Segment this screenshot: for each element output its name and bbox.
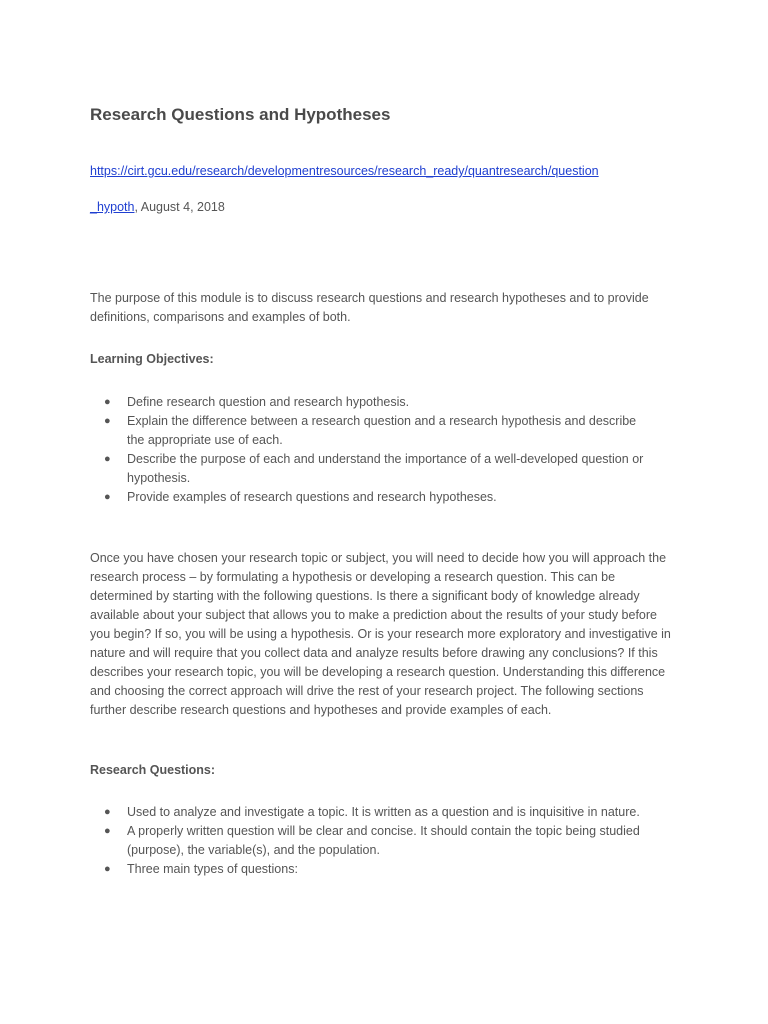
bullet-icon: ●	[104, 396, 111, 408]
bullet-icon: ●	[104, 806, 111, 818]
bullet-icon: ●	[104, 453, 111, 465]
source-url-link[interactable]: https://cirt.gcu.edu/research/developmentresources/research_ready/quantresearch/question	[90, 164, 599, 178]
list-item-text: A properly written question will be clear and concise. It should contain the topic being studied (purpose), the variable(s), and the population.	[127, 824, 640, 857]
list-item	[90, 803, 650, 822]
bullet-icon: ●	[104, 825, 111, 837]
bullet-icon: ●	[104, 863, 111, 875]
source-line-2	[90, 200, 225, 214]
intro-paragraph: The purpose of this module is to discuss research questions and research hypotheses and to provide definitions, comparisons and examples of both.	[90, 291, 649, 324]
learning-objectives-list	[90, 393, 650, 507]
list-item-text: Explain the difference between a research question and a research hypothesis and describe the appropriate use of each.	[127, 414, 637, 447]
learning-objectives-heading: Learning Objectives:	[90, 352, 214, 366]
list-item	[90, 412, 650, 450]
list-item	[90, 488, 650, 507]
source-date: , August 4, 2018	[134, 200, 225, 214]
bullet-icon: ●	[104, 491, 111, 503]
research-questions-list	[90, 803, 650, 879]
approach-paragraph: Once you have chosen your research topic or subject, you will need to decide how you will approach the research process – by formulating a hypothesis or developing a research question. This can be determined by starting with the following questions. Is there a significant body of knowledge already available about your subject that allows you to make a prediction about the results of your study before you begin? If so, you will be using a hypothesis. Or is your research more exploratory and investigative in nature and will require that you collect data and analyze results before drawing any conclusions? If this describes your research topic, you will be developing a research question. Understanding this difference and choosing the correct approach will drive the rest of your research project. The following sections further describe research questions and hypotheses and provide examples of each.	[90, 551, 671, 717]
list-item-text: Define research question and research hypothesis.	[127, 395, 410, 409]
list-item	[90, 822, 650, 860]
source-line-1	[90, 164, 599, 178]
research-questions-heading: Research Questions:	[90, 763, 216, 777]
source-url-link-continued[interactable]: _hypoth	[90, 200, 135, 214]
bullet-icon: ●	[104, 415, 111, 427]
page-title: Research Questions and Hypotheses	[90, 105, 391, 124]
list-item	[90, 393, 650, 412]
list-item-text: Describe the purpose of each and understand the importance of a well-developed question or hypothesis.	[127, 452, 644, 485]
list-item	[90, 860, 650, 879]
list-item	[90, 450, 650, 488]
list-item-text: Provide examples of research questions and research hypotheses.	[127, 490, 497, 504]
list-item-text: Used to analyze and investigate a topic. It is written as a question and is inquisitive in nature.	[127, 805, 640, 819]
list-item-text: Three main types of questions:	[127, 862, 298, 876]
